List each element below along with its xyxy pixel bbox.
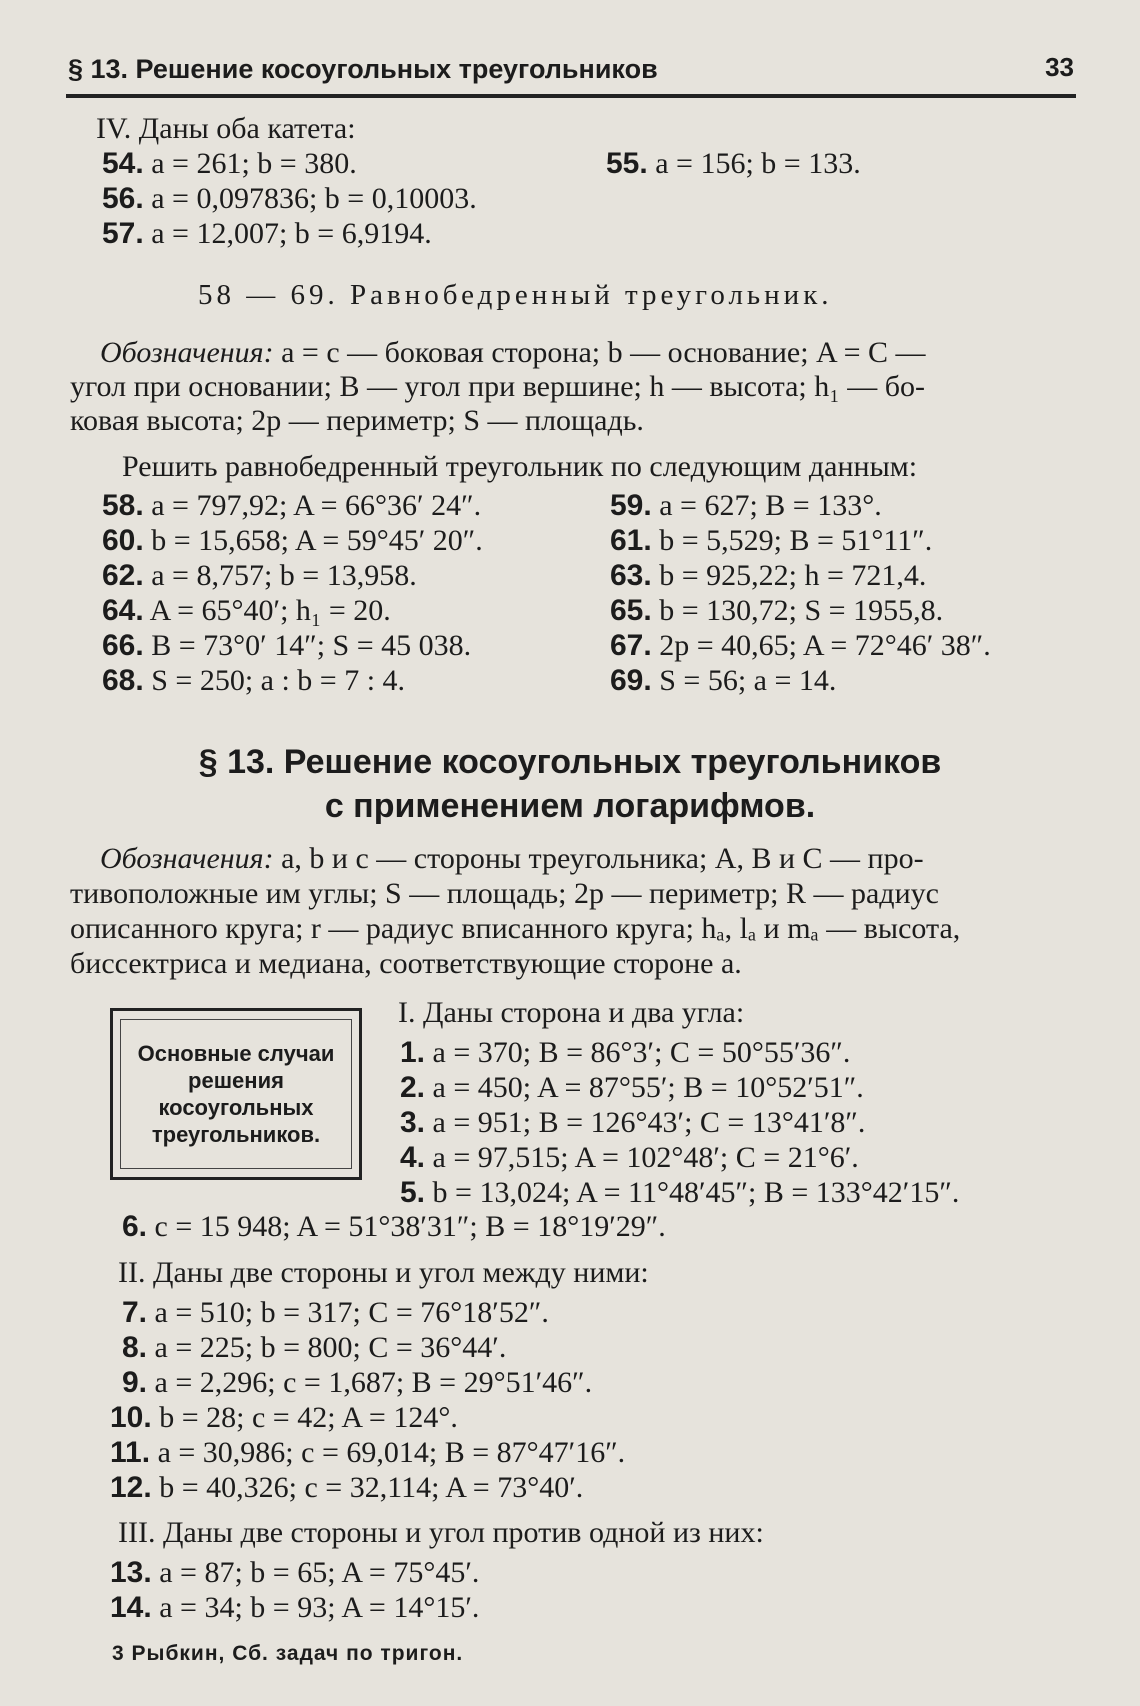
problem-4 [400, 1141, 859, 1175]
problem-text: B = 73°0′ 14″; S = 45 038. [151, 629, 472, 662]
problem-text: a = 97,515; A = 102°48′; C = 21°6′. [432, 1141, 859, 1174]
problem-number: 14. [110, 1591, 152, 1624]
isosceles-heading: 58 — 69. Равнобедренный треугольник. [198, 279, 833, 311]
problem-text: b = 925,22; h = 721,4. [659, 559, 927, 592]
section-title-line-1: § 13. Решение косоугольных треугольников [198, 743, 942, 781]
problem-54 [102, 147, 357, 181]
problem-text: a = 510; b = 317; C = 76°18′52″. [154, 1296, 549, 1329]
problem-text: 2p = 40,65; A = 72°46′ 38″. [659, 629, 991, 662]
problem-text: b = 40,326; c = 32,114; A = 73°40′. [159, 1471, 584, 1504]
problem-13 [110, 1556, 479, 1590]
problem-text: a = 12,007; b = 6,9194. [151, 217, 432, 250]
problem-text: a = 0,097836; b = 0,10003. [151, 182, 477, 215]
problem-61 [610, 524, 932, 558]
problem-12 [110, 1471, 583, 1505]
problem-text: a = 951; B = 126°43′; C = 13°41′8″. [432, 1106, 866, 1139]
notation-label: Обозначения: [100, 336, 274, 369]
section-notation-line-1 [100, 842, 924, 876]
problem-69 [610, 664, 836, 698]
problem-text: S = 56; a = 14. [659, 664, 837, 697]
section-title-line-2: с применением логарифмов. [324, 787, 816, 825]
problem-text: a = 797,92; A = 66°36′ 24″. [151, 489, 482, 522]
problem-text: b = 28; c = 42; A = 124°. [159, 1401, 458, 1434]
problem-number: 3. [400, 1106, 426, 1139]
problem-text: a = 34; b = 93; A = 14°15′. [159, 1591, 480, 1624]
problem-64 [102, 594, 391, 628]
problem-number: 57. [102, 217, 144, 250]
problem-text: a = 8,757; b = 13,958. [151, 559, 417, 592]
problem-number: 13. [110, 1556, 152, 1589]
problem-number: 7. [122, 1296, 148, 1329]
problem-number: 60. [102, 524, 144, 557]
problem-number: 58. [102, 489, 144, 522]
problem-68 [102, 664, 405, 698]
problem-11 [110, 1436, 625, 1470]
problem-text: b = 130,72; S = 1955,8. [659, 594, 944, 627]
problem-14 [110, 1591, 479, 1625]
problem-text: a = 30,986; c = 69,014; B = 87°47′16″. [157, 1436, 626, 1469]
problem-62 [102, 559, 417, 593]
problem-57 [102, 217, 432, 251]
isosceles-instruction: Решить равнобедренный треугольник по следующим данным: [122, 450, 918, 483]
problem-66 [102, 629, 471, 663]
problem-text: A = 65°40′; h₁ = 20. [149, 594, 391, 627]
part-iii-heading: III. Даны две стороны и угол против одной из них: [118, 1516, 764, 1549]
problem-number: 65. [610, 594, 652, 627]
problem-number: 8. [122, 1331, 148, 1364]
problem-number: 55. [606, 147, 648, 180]
problem-number: 9. [122, 1366, 148, 1399]
notation-text: a = c — боковая сторона; b — основание; A = C — [281, 336, 926, 369]
problem-60 [102, 524, 483, 558]
notation-label: Обозначения: [100, 842, 274, 875]
problem-number: 56. [102, 182, 144, 215]
problem-3 [400, 1106, 865, 1140]
problem-text: a = 627; B = 133°. [659, 489, 882, 522]
problem-2 [400, 1071, 864, 1105]
problem-number: 64. [102, 594, 144, 627]
problem-text: a = 87; b = 65; A = 75°45′. [159, 1556, 480, 1589]
problem-number: 2. [400, 1071, 426, 1104]
problem-number: 67. [610, 629, 652, 662]
problem-number: 69. [610, 664, 652, 697]
part-ii-heading: II. Даны две стороны и угол между ними: [118, 1256, 649, 1289]
problem-number: 12. [110, 1471, 152, 1504]
notation-text: a, b и c — стороны треугольника; A, B и C — про- [281, 842, 924, 875]
problem-number: 1. [400, 1036, 426, 1069]
problem-text: a = 450; A = 87°55′; B = 10°52′51″. [432, 1071, 864, 1104]
problem-number: 5. [400, 1176, 426, 1209]
problem-55 [606, 147, 861, 181]
problem-56 [102, 182, 477, 216]
part-i-heading: I. Даны сторона и два угла: [398, 996, 745, 1029]
problem-59 [610, 489, 882, 523]
section-notation-line-2: тивоположные им углы; S — площадь; 2p — периметр; R — радиус [70, 877, 939, 910]
problem-number: 4. [400, 1141, 426, 1174]
cases-box [110, 1008, 362, 1180]
footer-signature: 3 Рыбкин, Сб. задач по тригон. [112, 1642, 464, 1665]
problem-63 [610, 559, 926, 593]
problem-text: b = 5,529; B = 51°11″. [659, 524, 933, 557]
problem-65 [610, 594, 943, 628]
problem-number: 61. [610, 524, 652, 557]
isosceles-notation-line-2: угол при основании; B — угол при вершине; h — высота; h₁ — бо- [70, 370, 925, 403]
isosceles-notation-line-3: ковая высота; 2p — периметр; S — площадь. [70, 404, 644, 437]
problem-7 [122, 1296, 549, 1330]
problem-text: a = 2,296; c = 1,687; B = 29°51′46″. [154, 1366, 593, 1399]
problem-number: 59. [610, 489, 652, 522]
cases-box-text: Основные случаи решения косоугольных треугольников. [120, 1019, 352, 1169]
problem-number: 54. [102, 147, 144, 180]
problem-text: a = 370; B = 86°3′; C = 50°55′36″. [432, 1036, 851, 1069]
problem-6 [122, 1210, 666, 1244]
problem-10 [110, 1401, 458, 1435]
problem-number: 11. [110, 1436, 151, 1469]
section-notation-line-3: описанного круга; r — радиус вписанного круга; hₐ, lₐ и mₐ — высота, [70, 912, 961, 945]
part-iv-heading: IV. Даны оба катета: [96, 112, 356, 145]
section-notation-line-4: биссектриса и медиана, соответствующие стороне a. [70, 947, 742, 980]
problem-text: a = 225; b = 800; C = 36°44′. [154, 1331, 507, 1364]
problem-text: b = 13,024; A = 11°48′45″; B = 133°42′15″. [432, 1176, 960, 1209]
problem-text: c = 15 948; A = 51°38′31″; B = 18°19′29″. [154, 1210, 666, 1243]
running-title: § 13. Решение косоугольных треугольников [68, 54, 658, 84]
problem-number: 10. [110, 1401, 152, 1434]
problem-5 [400, 1176, 959, 1210]
problem-text: a = 261; b = 380. [151, 147, 357, 180]
running-header [66, 44, 1076, 98]
problem-8 [122, 1331, 506, 1365]
problem-67 [610, 629, 991, 663]
problem-9 [122, 1366, 592, 1400]
problem-number: 62. [102, 559, 144, 592]
page-number: 33 [1045, 52, 1074, 82]
problem-number: 63. [610, 559, 652, 592]
problem-58 [102, 489, 481, 523]
problem-text: a = 156; b = 133. [655, 147, 861, 180]
problem-1 [400, 1036, 850, 1070]
isosceles-notation-line-1 [100, 336, 926, 370]
problem-number: 66. [102, 629, 144, 662]
problem-number: 68. [102, 664, 144, 697]
problem-text: b = 15,658; A = 59°45′ 20″. [151, 524, 483, 557]
problem-number: 6. [122, 1210, 148, 1243]
problem-text: S = 250; a : b = 7 : 4. [151, 664, 406, 697]
